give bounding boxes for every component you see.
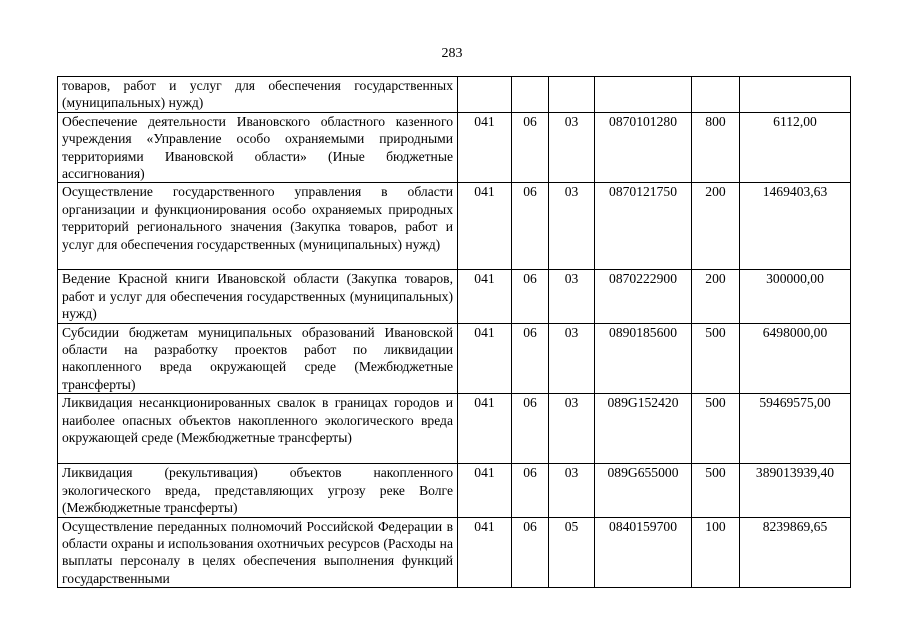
row-description: Субсидии бюджетам муниципальных образований Ивановской области на разработку проектов работ по ликвидации накопленного вреда окружающей среде (Межбюджетные трансферты) xyxy=(58,323,458,394)
row-ministry-code: 041 xyxy=(458,394,512,464)
row-expense-type: 500 xyxy=(692,323,740,394)
row-subsection-code: 03 xyxy=(549,183,595,270)
row-description: Осуществление государственного управления в области организации и функционирования особо охраняемых природных территорий регионального значения (Закупка товаров, работ и услуг для обеспечения государственных (муниципальных) нужд) xyxy=(58,183,458,270)
table-row xyxy=(58,77,851,113)
table-row xyxy=(58,517,851,588)
row-ministry-code xyxy=(458,77,512,113)
row-description: товаров, работ и услуг для обеспечения государственных (муниципальных) нужд) xyxy=(58,77,458,113)
row-ministry-code: 041 xyxy=(458,464,512,517)
row-amount: 300000,00 xyxy=(740,270,851,323)
row-expense-type xyxy=(692,77,740,113)
row-target-article: 089G655000 xyxy=(595,464,692,517)
row-amount: 6498000,00 xyxy=(740,323,851,394)
row-section-code: 06 xyxy=(512,394,549,464)
row-ministry-code: 041 xyxy=(458,270,512,323)
row-amount xyxy=(740,77,851,113)
row-target-article: 0870101280 xyxy=(595,112,692,183)
table-row xyxy=(58,270,851,323)
row-target-article: 0840159700 xyxy=(595,517,692,588)
row-subsection-code: 05 xyxy=(549,517,595,588)
row-target-article: 089G152420 xyxy=(595,394,692,464)
row-expense-type: 200 xyxy=(692,183,740,270)
row-amount: 1469403,63 xyxy=(740,183,851,270)
row-ministry-code: 041 xyxy=(458,323,512,394)
row-section-code: 06 xyxy=(512,183,549,270)
budget-table xyxy=(57,76,851,588)
row-expense-type: 100 xyxy=(692,517,740,588)
table-row xyxy=(58,183,851,270)
row-expense-type: 200 xyxy=(692,270,740,323)
row-target-article: 0870222900 xyxy=(595,270,692,323)
row-expense-type: 800 xyxy=(692,112,740,183)
row-subsection-code: 03 xyxy=(549,394,595,464)
row-section-code: 06 xyxy=(512,464,549,517)
row-target-article xyxy=(595,77,692,113)
row-subsection-code xyxy=(549,77,595,113)
row-description: Осуществление переданных полномочий Российской Федерации в области охраны и использования охотничьих ресурсов (Расходы на выплаты персоналу в целях обеспечения выполнения функций государственными xyxy=(58,517,458,588)
row-subsection-code: 03 xyxy=(549,323,595,394)
table-row xyxy=(58,394,851,464)
row-expense-type: 500 xyxy=(692,394,740,464)
page-number: 283 xyxy=(441,46,463,61)
table-row xyxy=(58,464,851,517)
row-ministry-code: 041 xyxy=(458,112,512,183)
row-section-code: 06 xyxy=(512,270,549,323)
row-description: Ликвидация (рекультивация) объектов накопленного экологического вреда, представляющих угрозу реке Волге (Межбюджетные трансферты) xyxy=(58,464,458,517)
row-subsection-code: 03 xyxy=(549,112,595,183)
table-row xyxy=(58,112,851,183)
row-subsection-code: 03 xyxy=(549,270,595,323)
row-amount: 389013939,40 xyxy=(740,464,851,517)
row-section-code: 06 xyxy=(512,517,549,588)
row-description: Ведение Красной книги Ивановской области (Закупка товаров, работ и услуг для обеспечения государственных (муниципальных) нужд) xyxy=(58,270,458,323)
row-target-article: 0890185600 xyxy=(595,323,692,394)
row-expense-type: 500 xyxy=(692,464,740,517)
row-target-article: 0870121750 xyxy=(595,183,692,270)
row-description: Обеспечение деятельности Ивановского областного казенного учреждения «Управление особо охраняемыми природными территориями Ивановской области» (Иные бюджетные ассигнования) xyxy=(58,112,458,183)
row-subsection-code: 03 xyxy=(549,464,595,517)
row-amount: 8239869,65 xyxy=(740,517,851,588)
row-section-code: 06 xyxy=(512,323,549,394)
row-section-code xyxy=(512,77,549,113)
table-row xyxy=(58,323,851,394)
row-ministry-code: 041 xyxy=(458,517,512,588)
row-amount: 59469575,00 xyxy=(740,394,851,464)
row-amount: 6112,00 xyxy=(740,112,851,183)
row-section-code: 06 xyxy=(512,112,549,183)
row-ministry-code: 041 xyxy=(458,183,512,270)
row-description: Ликвидация несанкционированных свалок в границах городов и наиболее опасных объектов накопленного экологического вреда окружающей среде (Межбюджетные трансферты) xyxy=(58,394,458,464)
